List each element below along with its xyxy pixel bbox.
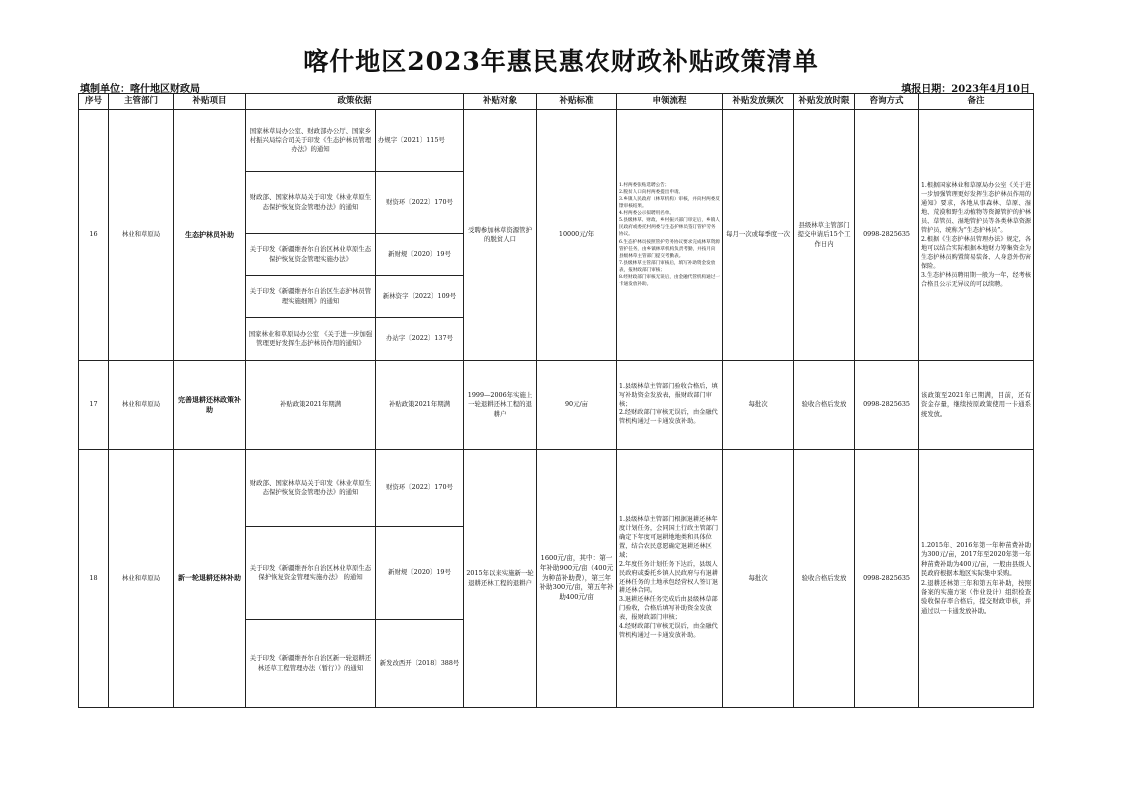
row16-frequency: 每月一次或每季度一次 <box>723 110 794 361</box>
row16-policy-3: 关于印发《新疆维吾尔自治区林业草原生态保护恢复资金管理实施办法》 <box>246 234 376 276</box>
row16-policy-1: 国家林草局办公室、财政部办公厅、国家乡村振兴局综合司关于印发《生态护林员管理办法》的通知 <box>246 110 376 172</box>
row18-frequency: 每批次 <box>723 450 794 708</box>
row17-policy: 补贴政策2021年期满 <box>246 361 376 450</box>
row16-contact: 0998-2825635 <box>855 110 919 361</box>
row18-target: 2015年以来实施新一轮退耕还林工程的退耕户 <box>464 450 537 708</box>
header-frequency: 补贴发放频次 <box>723 94 794 110</box>
row16-standard: 10000元/年 <box>537 110 617 361</box>
header-row <box>79 94 1034 110</box>
row18-policy-1: 财政部、国家林草局关于印发《林业草原生态保护恢复资金管理办法》的通知 <box>246 450 376 527</box>
row16-doc-5: 办站字〔2022〕137号 <box>376 318 464 361</box>
row16-policy-4: 关于印发《新疆维吾尔自治区生态护林员管理实施细则》的通知 <box>246 276 376 318</box>
row17-item: 完善退耕还林政策补助 <box>174 361 246 450</box>
row18-process: 1.县级林草主管部门根据退耕还林年度计划任务，会同国土行政主管部门确定下年度可退耕地地类和具体位置，结合农民意愿确定退耕还林区域； 2.年度任务计划任务下达后，县级人民政府或委托乡镇人民政府与有退耕还林任务的土地承包经营权人签订退耕还林合同。 3.退耕还林任务完成后由县级林草部门验收，合格后填写补助资金发放表，报财政部门审核； 4.经财政部门审核无误后，由金融代管机构通过一卡通发放补助。 <box>617 450 723 708</box>
header-dept: 主管部门 <box>109 94 174 110</box>
page-title: 喀什地区2023年惠民惠农财政补贴政策清单 <box>303 47 819 76</box>
row18-standard: 1600元/亩，其中：第一年补助900元/亩（400元为种苗补助费），第三年补助300元/亩，第五年补助400元/亩 <box>537 450 617 708</box>
row16-doc-1: 办规字〔2021〕115号 <box>376 110 464 172</box>
row16-process: 1.村两委张贴选聘公告； 2.脱贫人口向村两委提出申请。 3.乡镇人民政府（林草机构）审核，并向村两委反馈审核结果。 4.村两委公示拟聘用名单。 5.县级林草、财政、乡村振兴部门审定后，乡镇人民政府或委托村两委与生态护林员签订管护劳务协议。 6.生态护林员按照管护劳务协议要求完成林草资源管护任务，由乡镇林草机构负责考勤，并按月向县级林草主管部门提交考勤表。 7.县级林草主管部门审核后，填写补助资金发放表，报财政部门审核； 8.经财政部门审核无误后，由金融代管机构通过一卡通发放补助。 <box>617 110 723 361</box>
row17-note: 该政策至2021年已期满，目前，还有资金存量，继续按原政策使用一卡通系统发放。 <box>919 361 1034 450</box>
fill-unit: 填制单位：喀什地区财政局 <box>80 84 200 95</box>
row18-time-limit: 验收合格后发放 <box>794 450 855 708</box>
header-contact: 咨询方式 <box>855 94 919 110</box>
row16-doc-3: 新财规〔2020〕19号 <box>376 234 464 276</box>
row18-doc-3: 新发改西开〔2018〕388号 <box>376 620 464 708</box>
header-target: 补贴对象 <box>464 94 537 110</box>
header-basis: 政策依据 <box>246 94 464 110</box>
subsidy-table-body <box>78 93 1034 708</box>
header-time-limit: 补贴发放时限 <box>794 94 855 110</box>
row17-contact: 0998-2825635 <box>855 361 919 450</box>
row17-no: 17 <box>79 361 109 450</box>
row17-time-limit: 验收合格后发放 <box>794 361 855 450</box>
header-item: 补贴项目 <box>174 94 246 110</box>
header-process: 申领流程 <box>617 94 723 110</box>
fill-date: 填报日期：2023年4月10日 <box>901 84 1030 95</box>
header-standard: 补贴标准 <box>537 94 617 110</box>
row16-dept: 林业和草原局 <box>109 110 174 361</box>
row16-policy-5: 国家林业和草原局办公室 《关于进一步加强管理更好发挥生态护林员作用的通知》 <box>246 318 376 361</box>
row16-doc-2: 财资环〔2022〕170号 <box>376 172 464 234</box>
row18-doc-2: 新财规〔2020〕19号 <box>376 527 464 620</box>
row16-doc-4: 新林资字〔2022〕109号 <box>376 276 464 318</box>
row18-contact: 0998-2825635 <box>855 450 919 708</box>
row18-item: 新一轮退耕还林补助 <box>174 450 246 708</box>
row16-time-limit: 县级林草主管部门提交申请后15个工作日内 <box>794 110 855 361</box>
row16-policy-2: 财政部、国家林草局关于印发《林业草原生态保护恢复资金管理办法》的通知 <box>246 172 376 234</box>
header-no: 序号 <box>79 94 109 110</box>
row17-process: 1.县级林草主管部门验收合格后，填写补助资金发放表，报财政部门审核； 2.经财政部门审核无误后，由金融代管机构通过一卡通发放补助。 <box>617 361 723 450</box>
row17-target: 1999—2006年实施上一轮退耕还林工程的退耕户 <box>464 361 537 450</box>
row18-doc-1: 财资环〔2022〕170号 <box>376 450 464 527</box>
row17-doc: 补贴政策2021年期满 <box>376 361 464 450</box>
row16-no: 16 <box>79 110 109 361</box>
table-row <box>79 450 1034 527</box>
row18-no: 18 <box>79 450 109 708</box>
row18-policy-3: 关于印发《新疆维吾尔自治区新一轮退耕还林还草工程管理办法（暂行）》的通知 <box>246 620 376 708</box>
row16-note: 1.根据国家林业和草原局办公室《关于进一步加强管理更好发挥生态护林员作用的通知》要求，各地从事森林、草原、湿地、荒漠和野生动植物等资源管护的护林员、草管员、湿地管护员等各类林草资源管护员，统称为“生态护林员”。 2.根据《生态护林员管理办法》规定，各地可以结合实际根据本地财力筹集资金为生态护林员购置简易装备、人身意外伤害保险。 3.生态护林员聘用期一般为一年，经考核合格且公示无异议的可以续聘。 <box>919 110 1034 361</box>
row17-frequency: 每批次 <box>723 361 794 450</box>
row16-target: 受聘参加林草资源管护的脱贫人口 <box>464 110 537 361</box>
table-row <box>79 110 1034 172</box>
row18-policy-2: 关于印发《新疆维吾尔自治区林业草原生态保护恢复资金管理实施办法》 的通知 <box>246 527 376 620</box>
row18-note: 1.2015年、2016年第一年种苗费补助为300元/亩，2017年至2020年第一年种苗费补助为400元/亩，一般由县级人民政府根据本地区实际集中采购。 2.退耕还林第三年和第五年补助，按照备案的实施方案（作业设计）组织检查验收保存率合格后，提交财政审核，并通过以一卡通发放补助。 <box>919 450 1034 708</box>
table-row <box>79 361 1034 450</box>
row17-standard: 90元/亩 <box>537 361 617 450</box>
row16-item: 生态护林员补助 <box>174 110 246 361</box>
header-note: 备注 <box>919 94 1034 110</box>
row18-dept: 林业和草原局 <box>109 450 174 708</box>
row17-dept: 林业和草原局 <box>109 361 174 450</box>
